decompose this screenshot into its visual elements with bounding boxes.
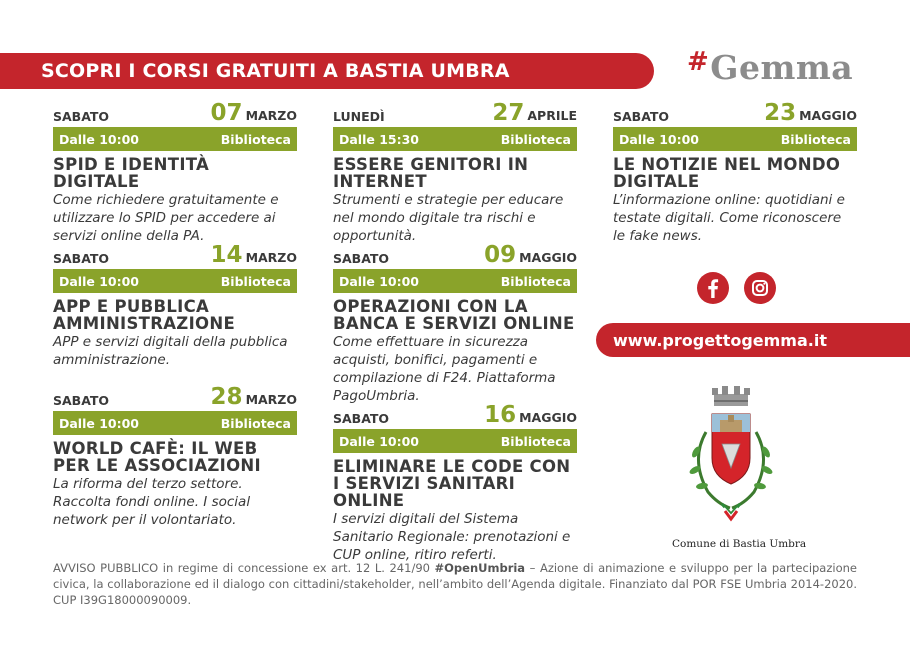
course-date-number: 23: [764, 100, 797, 126]
course-info-bar: [53, 411, 297, 435]
course-time: Dalle 10:00: [339, 274, 419, 289]
course-place: Biblioteca: [220, 132, 291, 147]
course-day: SABATO: [333, 251, 390, 266]
course-title: WORLD CAFÈ: IL WEB PER LE ASSOCIAZIONI: [53, 439, 261, 475]
course-month: MAGGIO: [519, 410, 577, 425]
logo-hash: #: [687, 47, 710, 77]
course-date-number: 14: [210, 242, 243, 268]
course-card: [333, 100, 577, 245]
course-time: Dalle 10:00: [619, 132, 699, 147]
course-time: Dalle 10:00: [59, 416, 139, 431]
comune-label: Comune di Bastia Umbra: [672, 538, 807, 550]
footer-hashtag: #OpenUmbria: [434, 561, 526, 575]
course-time: Dalle 10:00: [59, 132, 139, 147]
course-description: Strumenti e strategie per educare nel mondo digitale tra rischi e opportunità.: [333, 192, 564, 244]
course-title: ESSERE GENITORI IN INTERNET: [333, 155, 529, 191]
course-info-bar: [613, 127, 857, 151]
course-info-bar: [333, 429, 577, 453]
gemma-logo: [687, 48, 853, 87]
course-month: MARZO: [245, 392, 297, 407]
course-place: Biblioteca: [780, 132, 851, 147]
course-title: ELIMINARE LE CODE CON I SERVIZI SANITARI ONLINE: [333, 457, 571, 510]
course-title: APP E PUBBLICA AMMINISTRAZIONE: [53, 297, 236, 333]
course-date-number: 09: [484, 242, 517, 268]
course-description: Come effettuare in sicurezza acquisti, bonifici, pagamenti e compilazione di F24. Piattaforma PagoUmbria.: [333, 334, 556, 404]
course-info-bar: [333, 127, 577, 151]
course-card: [333, 402, 577, 564]
course-description: Come richiedere gratuitamente e utilizzare lo SPID per accedere ai servizi online della PA.: [53, 192, 279, 244]
course-month: MAGGIO: [799, 108, 857, 123]
course-time: Dalle 10:00: [339, 434, 419, 449]
course-info-bar: [333, 269, 577, 293]
course-description: APP e servizi digitali della pubblica amministrazione.: [53, 334, 288, 368]
municipal-crest-icon: [676, 380, 786, 530]
website-banner[interactable]: [596, 323, 910, 357]
course-month: MARZO: [245, 108, 297, 123]
course-place: Biblioteca: [500, 274, 571, 289]
course-time: Dalle 10:00: [59, 274, 139, 289]
course-day: SABATO: [53, 109, 110, 124]
course-day: SABATO: [53, 251, 110, 266]
course-place: Biblioteca: [500, 132, 571, 147]
course-title: SPID E IDENTITÀ DIGITALE: [53, 155, 210, 191]
course-month: MARZO: [245, 250, 297, 265]
course-card: [53, 384, 297, 529]
course-description: La riforma del terzo settore. Raccolta fondi online. I social network per il volontariato.: [53, 476, 251, 528]
course-day: LUNEDÌ: [333, 109, 385, 124]
course-month: APRILE: [527, 108, 577, 123]
course-card: [53, 242, 297, 369]
course-title: LE NOTIZIE NEL MONDO DIGITALE: [613, 155, 841, 191]
course-description: L’informazione online: quotidiani e testate digitali. Come riconoscere le fake news.: [613, 192, 845, 244]
course-time: Dalle 15:30: [339, 132, 419, 147]
facebook-icon[interactable]: [697, 272, 729, 304]
title-banner: [0, 53, 654, 89]
course-place: Biblioteca: [500, 434, 571, 449]
course-day: SABATO: [53, 393, 110, 408]
course-date-number: 28: [210, 384, 243, 410]
course-month: MAGGIO: [519, 250, 577, 265]
course-info-bar: [53, 269, 297, 293]
course-place: Biblioteca: [220, 416, 291, 431]
footer-text-2: – Azione di animazione e sviluppo per la partecipazione civica, la collaborazione ed il dialogo con cittadini/stakeholder, nell’ambito dell’Agenda digitale. Finanziato dal POR FSE Umbria 2014-2020. CUP I39G18000090009.: [53, 561, 857, 607]
logo-name: Gemma: [710, 48, 854, 87]
banner-title: SCOPRI I CORSI GRATUITI A BASTIA UMBRA: [41, 60, 510, 82]
course-place: Biblioteca: [220, 274, 291, 289]
footer-text-1: AVVISO PUBBLICO in regime di concessione ex art. 12 L. 241/90: [53, 561, 435, 575]
footer-notice: [53, 560, 857, 608]
course-card: [53, 100, 297, 245]
course-title: OPERAZIONI CON LA BANCA E SERVIZI ONLINE: [333, 297, 575, 333]
course-info-bar: [53, 127, 297, 151]
course-card: [333, 242, 577, 405]
website-link[interactable]: www.progettogemma.it: [613, 331, 827, 350]
course-date-number: 07: [210, 100, 243, 126]
course-description: I servizi digitali del Sistema Sanitario Regionale: prenotazioni e CUP online, ritiro referti.: [333, 511, 571, 563]
course-day: SABATO: [613, 109, 670, 124]
course-card: [613, 100, 857, 245]
instagram-icon[interactable]: [744, 272, 776, 304]
course-date-number: 16: [484, 402, 517, 428]
course-date-number: 27: [492, 100, 525, 126]
course-day: SABATO: [333, 411, 390, 426]
